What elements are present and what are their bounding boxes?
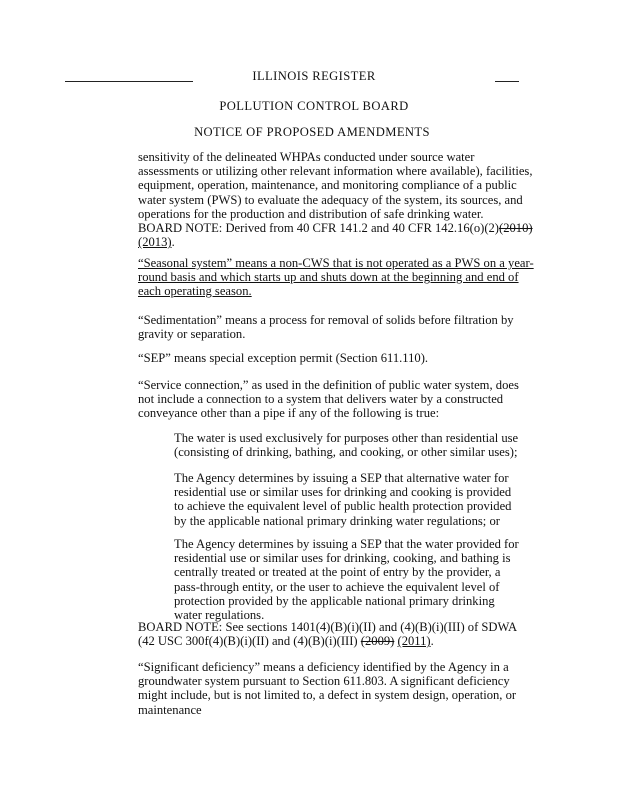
paragraph-whpa bbox=[138, 150, 534, 249]
definition-seasonal-system-text: “Seasonal system” means a non-CWS that is not operated as a PWS on a year-round basis and which starts up and shuts down at the beginning and end of each operating season. bbox=[138, 256, 534, 299]
list-item: The Agency determines by issuing a SEP that alternative water for residential use or similar uses for drinking and cooking is provided to achieve the equivalent level of public health protection provided by the applicable national primary drinking water regulations; or bbox=[174, 471, 512, 528]
list-item: The Agency determines by issuing a SEP that the water provided for residential use or similar uses for drinking, cooking, and bathing is centrally treated or treated at the point of entry by the provider, a pass-through entity, or the user to achieve the equivalent level of protection provided by the applicable national primary drinking water regulations. bbox=[174, 537, 519, 623]
notice-title: NOTICE OF PROPOSED AMENDMENTS bbox=[194, 125, 430, 139]
definition-sedimentation: “Sedimentation” means a process for removal of solids before filtration by gravity or separation. bbox=[138, 313, 514, 342]
board-note-2-text: BOARD NOTE: See sections 1401(4)(B)(i)(II) and (4)(B)(i)(III) of SDWA (42 USC 300f(4)(B)(i)(II) and (4)(B)(i)(III) bbox=[138, 620, 517, 649]
board-note-1-deleted-year: (2010) bbox=[499, 221, 533, 236]
definition-service-connection: “Service connection,” as used in the definition of public water system, does not include a connection to a system that delivers water by a constructed conveyance other than a pipe if any of the following is true: bbox=[138, 378, 519, 421]
paragraph-whpa-text: sensitivity of the delineated WHPAs conducted under source water assessments or utilizing other relevant information where available), facilities, equipment, operation, maintenance, and monitoring compliance of a public water system (PWS) to evaluate the adequacy of the system, its sources, and operations for the production and distribution of safe drinking water. bbox=[138, 150, 533, 221]
board-note-1-text: BOARD NOTE: Derived from 40 CFR 141.2 and 40 CFR 142.16(o)(2) bbox=[138, 221, 500, 236]
board-note-2-added-year: (2011) bbox=[397, 634, 431, 649]
definition-significant-deficiency: “Significant deficiency” means a deficiency identified by the Agency in a groundwater system pursuant to Section 611.803. A significant deficiency might include, but is not limited to, a defect in system design, operation, or maintenance bbox=[138, 660, 517, 717]
list-item: The water is used exclusively for purposes other than residential use (consisting of drinking, bathing, and cooking, or other similar uses); bbox=[174, 431, 519, 460]
board-note-2-period: . bbox=[430, 634, 434, 649]
definition-seasonal-system bbox=[138, 256, 534, 299]
board-title: POLLUTION CONTROL BOARD bbox=[219, 99, 409, 113]
board-note-2-deleted-year: (2009) bbox=[360, 634, 395, 649]
definition-sep: “SEP” means special exception permit (Section 611.110). bbox=[138, 351, 429, 365]
board-note-1-period: . bbox=[171, 235, 175, 250]
board-note-2 bbox=[138, 620, 534, 648]
register-title: ILLINOIS REGISTER bbox=[252, 69, 376, 83]
board-note-1-added-year: (2013) bbox=[138, 235, 172, 250]
